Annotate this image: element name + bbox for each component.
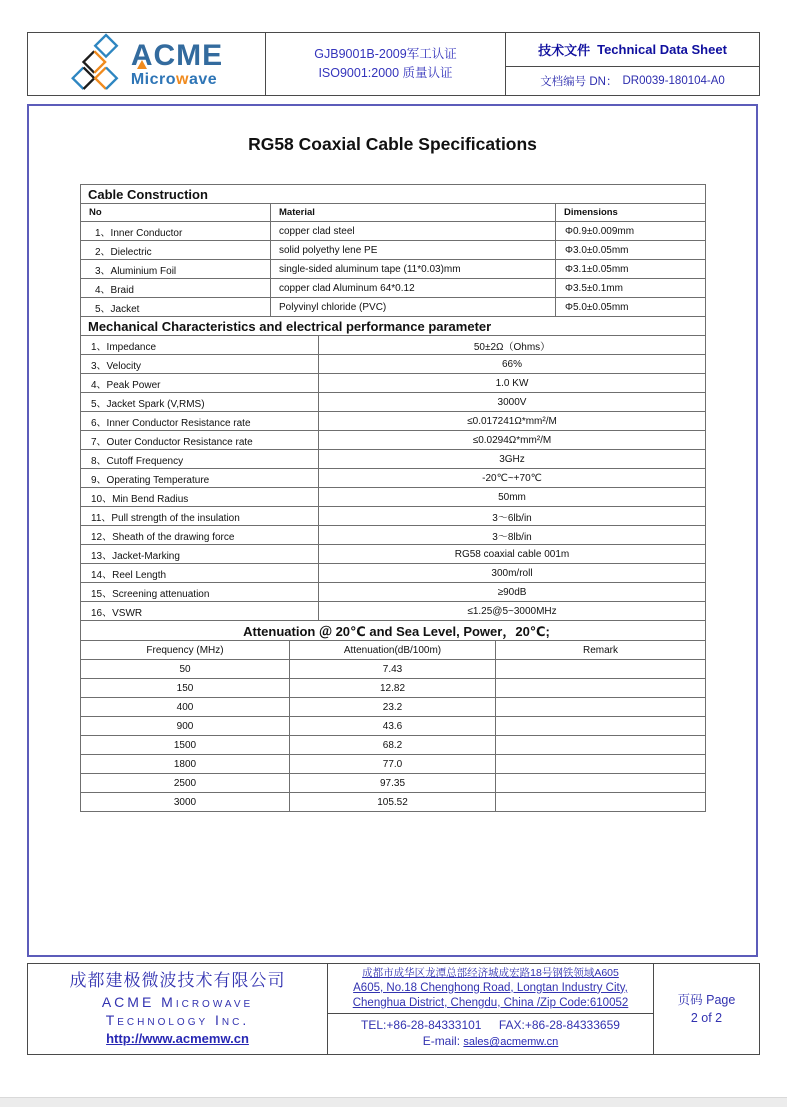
mechanical-parameter-cell: 8、Cutoff Frequency [81,450,319,469]
doc-number-label: 文档编号 DN： [540,75,618,88]
footer-address-en-2: Chenghua District, Chengdu, China /Zip Code:610052 [352,996,629,1009]
attenuation-value-cell: 43.6 [290,717,496,736]
attenuation-frequency-cell: 3000 [81,793,290,812]
mechanical-parameter-cell: 6、Inner Conductor Resistance rate [81,412,319,431]
logo-diamonds-icon [70,31,124,98]
footer-company-en-2: Technology Inc. [105,1012,250,1029]
construction-header-row [81,204,706,222]
mechanical-value-cell: RG58 coaxial cable 001m [319,545,706,564]
attenuation-remark-cell [496,755,706,774]
mechanical-parameter-cell: 3、Velocity [81,355,319,374]
mechanical-parameter-cell: 4、Peak Power [81,374,319,393]
footer-page-block [654,964,759,1054]
mechanical-section-row [81,317,706,336]
footer-address-block [328,964,654,1054]
footer-email-label: E-mail: [422,1034,461,1049]
attenuation-value-cell: 12.82 [290,679,496,698]
mechanical-value-cell: ≤0.0294Ω*mm²/M [319,431,706,450]
construction-material-cell: copper clad Aluminum 64*0.12 [271,279,556,298]
document-header [27,32,760,96]
mechanical-value-cell: 3～6lb/in [319,507,706,526]
attenuation-remark-cell [496,736,706,755]
table-row [81,698,706,717]
attenuation-remark-cell [496,774,706,793]
table-row [81,583,706,602]
table-row [81,717,706,736]
table-row [81,469,706,488]
mechanical-value-cell: -20℃~+70℃ [319,469,706,488]
attenuation-value-cell: 105.52 [290,793,496,812]
table-row [81,279,706,298]
mechanical-value-cell: 300m/roll [319,564,706,583]
mechanical-parameter-cell: 14、Reel Length [81,564,319,583]
page-number-value: 2 of 2 [690,1011,723,1025]
footer-website-link[interactable]: http://www.acmemw.cn [106,1031,249,1047]
attenuation-remark-cell [496,660,706,679]
construction-dimension-cell: Φ0.9±0.009mm [556,222,706,241]
construction-no-cell: 2、Dielectric [81,241,271,260]
mechanical-section-title: Mechanical Characteristics and electrical performance parameter [81,317,706,336]
company-logo [28,33,266,95]
doc-number-value: DR0039-180104-A0 [622,74,725,87]
mechanical-tbody [81,336,706,621]
mechanical-value-cell: ≤1.25@5~3000MHz [319,602,706,621]
table-row [81,488,706,507]
mechanical-parameter-cell: 5、Jacket Spark (V,RMS) [81,393,319,412]
attenuation-table [80,620,706,812]
footer-company-zh: 成都建极微波技术有限公司 [69,971,286,991]
construction-section-row [81,185,706,204]
attenuation-frequency-cell: 2500 [81,774,290,793]
footer-company-block [28,964,328,1054]
attenuation-remark-cell [496,698,706,717]
construction-dimension-cell: Φ3.5±0.1mm [556,279,706,298]
page-title: RG58 Coaxial Cable Specifications [248,134,537,154]
footer-tel-fax [328,1017,653,1033]
col-header-dimensions: Dimensions [556,204,706,222]
table-row [81,545,706,564]
document-footer [27,963,760,1055]
construction-section-title: Cable Construction [81,185,706,204]
footer-email-link[interactable]: sales@acmemw.cn [463,1036,559,1049]
table-row [81,374,706,393]
mechanical-value-cell: 3～8lb/in [319,526,706,545]
table-row [81,679,706,698]
table-row [81,222,706,241]
mechanical-value-cell: 50mm [319,488,706,507]
attenuation-section-row [81,621,706,641]
logo-a-triangle-icon [137,60,147,69]
footer-contact [328,1014,653,1054]
col-header-attenuation: Attenuation(dB/100m) [290,641,496,660]
table-row [81,526,706,545]
attenuation-header-row [81,641,706,660]
attenuation-frequency-cell: 1500 [81,736,290,755]
mechanical-parameter-cell: 10、Min Bend Radius [81,488,319,507]
attenuation-frequency-cell: 1800 [81,755,290,774]
page-number-label: 页码 Page [677,992,736,1007]
table-row [81,660,706,679]
doc-number-row [506,67,759,95]
logo-brand-text: ACME [130,38,224,72]
table-row [81,755,706,774]
certification-line-2: ISO9001:2000 质量认证 [318,66,453,80]
table-row [81,431,706,450]
construction-no-cell: 3、Aluminium Foil [81,260,271,279]
construction-no-cell: 1、Inner Conductor [81,222,271,241]
mechanical-table [80,316,706,621]
footer-address-zh: 成都市成华区龙潭总部经济城成宏路18号钢铁领域A605 [362,967,619,979]
construction-material-cell: copper clad steel [271,222,556,241]
doc-type-row [506,33,759,67]
attenuation-value-cell: 68.2 [290,736,496,755]
table-row [81,260,706,279]
col-header-no: No [81,204,271,222]
mechanical-value-cell: 3GHz [319,450,706,469]
doc-type-en: Technical Data Sheet [597,41,727,57]
footer-fax: FAX:+86-28-84333659 [498,1018,620,1033]
mechanical-parameter-cell: 7、Outer Conductor Resistance rate [81,431,319,450]
construction-material-cell: single-sided aluminum tape (11*0.03)mm [271,260,556,279]
spec-tables [80,184,705,812]
mechanical-value-cell: ≤0.017241Ω*mm²/M [319,412,706,431]
table-row [81,355,706,374]
construction-tbody [81,222,706,317]
table-row [81,298,706,317]
attenuation-frequency-cell: 150 [81,679,290,698]
mechanical-parameter-cell: 1、Impedance [81,336,319,355]
mechanical-parameter-cell: 12、Sheath of the drawing force [81,526,319,545]
mechanical-parameter-cell: 15、Screening attenuation [81,583,319,602]
table-row [81,412,706,431]
table-row [81,393,706,412]
certification-line-1: GJB9001B-2009军工认证 [314,46,457,61]
footer-address-en-1: A605, No.18 Chenghong Road, Longtan Industry City, [353,981,628,994]
attenuation-frequency-cell: 50 [81,660,290,679]
attenuation-remark-cell [496,793,706,812]
table-row [81,336,706,355]
table-row [81,564,706,583]
table-row [81,736,706,755]
attenuation-frequency-cell: 900 [81,717,290,736]
attenuation-value-cell: 23.2 [290,698,496,717]
window-bottom-strip [0,1097,787,1107]
mechanical-value-cell: 3000V [319,393,706,412]
construction-material-cell: Polyvinyl chloride (PVC) [271,298,556,317]
mechanical-parameter-cell: 16、VSWR [81,602,319,621]
attenuation-value-cell: 77.0 [290,755,496,774]
table-row [81,602,706,621]
mechanical-value-cell: ≥90dB [319,583,706,602]
footer-company-en-1: ACME Microwave [101,993,254,1010]
cable-construction-table [80,184,706,317]
construction-dimension-cell: Φ3.1±0.05mm [556,260,706,279]
col-header-remark: Remark [496,641,706,660]
construction-material-cell: solid polyethy lene PE [271,241,556,260]
mechanical-value-cell: 66% [319,355,706,374]
attenuation-value-cell: 7.43 [290,660,496,679]
construction-dimension-cell: Φ5.0±0.05mm [556,298,706,317]
construction-no-cell: 4、Braid [81,279,271,298]
mechanical-parameter-cell: 9、Operating Temperature [81,469,319,488]
col-header-material: Material [271,204,556,222]
logo-subtitle-text: Microwave [130,70,218,88]
certification-block [266,33,506,95]
footer-tel: TEL:+86-28-84333101 [361,1018,482,1033]
logo-w-accent: w [176,70,189,88]
doc-type-zh: 技术文件 [538,42,591,58]
construction-dimension-cell: Φ3.0±0.05mm [556,241,706,260]
attenuation-remark-cell [496,679,706,698]
col-header-frequency: Frequency (MHz) [81,641,290,660]
mechanical-parameter-cell: 11、Pull strength of the insulation [81,507,319,526]
table-row [81,450,706,469]
page-frame [27,104,758,957]
attenuation-frequency-cell: 400 [81,698,290,717]
footer-email-row [328,1033,653,1050]
table-row [81,241,706,260]
attenuation-remark-cell [496,717,706,736]
mechanical-parameter-cell: 13、Jacket-Marking [81,545,319,564]
footer-address [328,964,653,1014]
attenuation-value-cell: 97.35 [290,774,496,793]
table-row [81,507,706,526]
construction-no-cell: 5、Jacket [81,298,271,317]
table-row [81,774,706,793]
mechanical-value-cell: 50±2Ω（Ohms） [319,336,706,355]
mechanical-value-cell: 1.0 KW [319,374,706,393]
attenuation-tbody [81,660,706,812]
doc-info-block [506,33,759,95]
attenuation-section-title: Attenuation ＠ 20℃ and Sea Level, Power，20℃; [81,621,706,641]
table-row [81,793,706,812]
